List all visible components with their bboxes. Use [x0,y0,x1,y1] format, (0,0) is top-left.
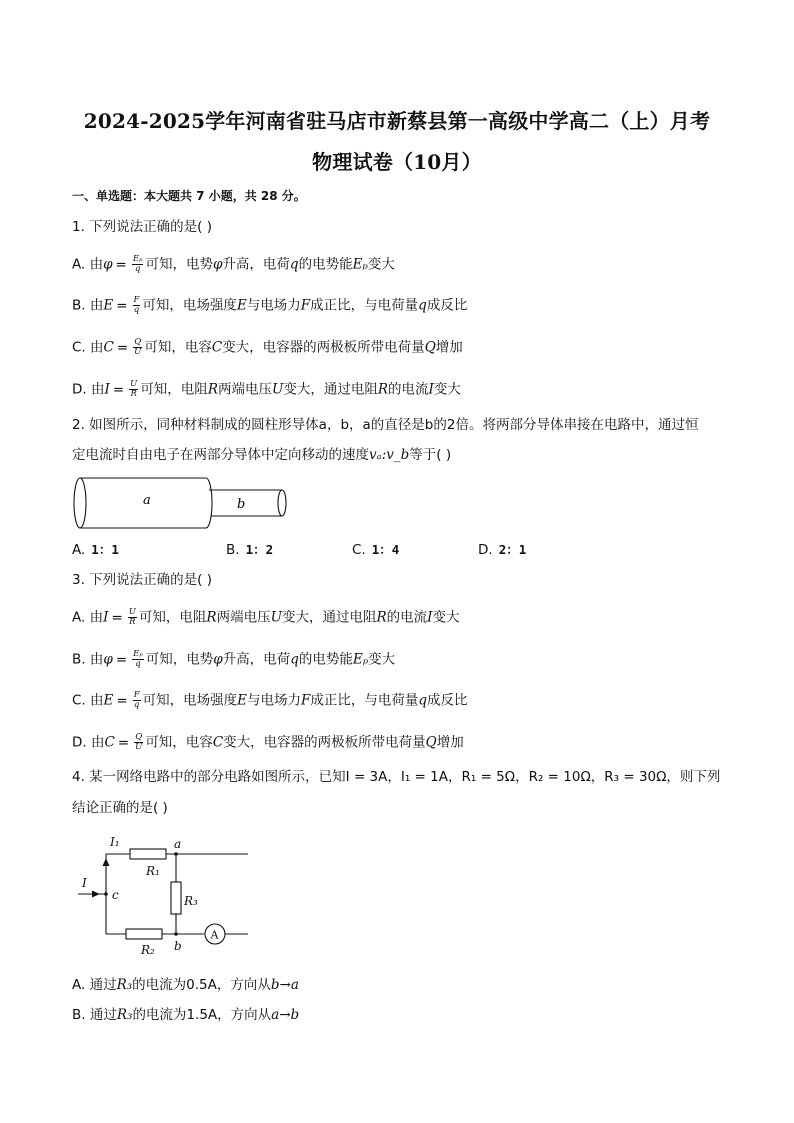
q1-option-c: C. 由C = $\frac{Q}{U}$ 可知，电容C变大，电容器的两极板所带电荷量Q增加 [72,337,463,357]
q4-stem-line1: 4. 某一网络电路中的部分电路如图所示，已知I = 3A，I₁ = 1A，R₁ = 5Ω，R₂ = 10Ω，R₃ = 30Ω，则下列 [72,769,721,785]
label-a: a [143,493,151,508]
q3-option-d: D. 由C = $\frac{Q}{U}$ 可知，电容C变大，电容器的两极板所带电荷量Q增加 [72,732,464,752]
q3-stem: 3. 下列说法正确的是( ) [72,572,212,588]
q4-stem-line2: 结论正确的是( ) [72,800,168,816]
q2-stem-line2: 定电流时自由电子在两部分导体中定向移动的速度vₐ:v_b等于( ) [72,447,452,463]
conductor-figure [70,476,290,530]
fraction: $\frac{F}{q}$ [133,690,140,710]
fraction: $\frac{F}{q}$ [133,295,140,315]
label-a: a [174,837,182,851]
label-I1: I₁ [110,835,120,849]
fraction: $\frac{Q}{U}$ [135,732,143,752]
q2-option-b: B. 1：2 [226,542,274,558]
fraction: $\frac{U}{R}$ [128,607,136,627]
fraction: $\frac{\text{Eₚ}}{q}$ [133,649,143,669]
q2-option-d: D. 2：1 [478,542,527,558]
q4-option-b: B. 通过R₃的电流为1.5A，方向从a→b [72,1007,300,1023]
ammeter-icon: A [210,928,219,942]
label-R2: R₂ [141,943,155,957]
q2-option-a: A. 1：1 [72,542,119,558]
label-c: c [112,888,119,902]
q3-option-a: A. 由I = $\frac{U}{R}$ 可知，电阻R两端电压U变大，通过电阻R的电流I变大 [72,607,460,627]
q1-option-d: D. 由I = $\frac{U}{R}$ 可知，电阻R两端电压U变大，通过电阻R的电流I变大 [72,379,461,399]
exam-title-line1: 2024-2025学年河南省驻马店市新蔡县第一高级中学高二（上）月考 [83,109,711,133]
fraction: $\frac{U}{R}$ [130,379,138,399]
q4-option-a: A. 通过R₃的电流为0.5A，方向从b→a [72,977,299,993]
exam-title-line2: 物理试卷（10月） [312,150,482,174]
label-I: I [82,876,87,890]
label-b: b [237,497,246,512]
label-b: b [174,939,182,953]
q3-option-b: B. 由φ = $\frac{\text{Eₚ}}{q}$ 可知，电势φ升高，电荷q的电势能Eₚ变大 [72,649,396,669]
q1-option-a: A. 由φ = $\frac{\text{Eₚ}}{q}$ 可知，电势φ升高，电荷q的电势能Eₚ变大 [72,254,395,274]
q1-stem: 1. 下列说法正确的是( ) [72,219,212,235]
section-heading: 一、单选题：本大题共 7 小题，共 28 分。 [72,189,306,203]
q2-stem-line1: 2. 如图所示，同种材料制成的圆柱形导体a，b，a的直径是b的2倍。将两部分导体串接在电路中，通过恒 [72,417,699,433]
q1-option-b: B. 由E = $\frac{F}{q}$ 可知，电场强度E与电场力F成正比，与电荷量q成反比 [72,295,468,315]
label-R1: R₁ [146,864,160,878]
fraction: $\frac{\text{Eₚ}}{q}$ [132,254,143,274]
q3-option-c: C. 由E = $\frac{F}{q}$ 可知，电场强度E与电场力F成正比，与电荷量q成反比 [72,690,468,710]
q2-option-c: C. 1：4 [352,542,400,558]
fraction: $\frac{Q}{U}$ [134,337,142,357]
label-R3: R₃ [184,894,198,908]
circuit-figure [70,832,260,962]
